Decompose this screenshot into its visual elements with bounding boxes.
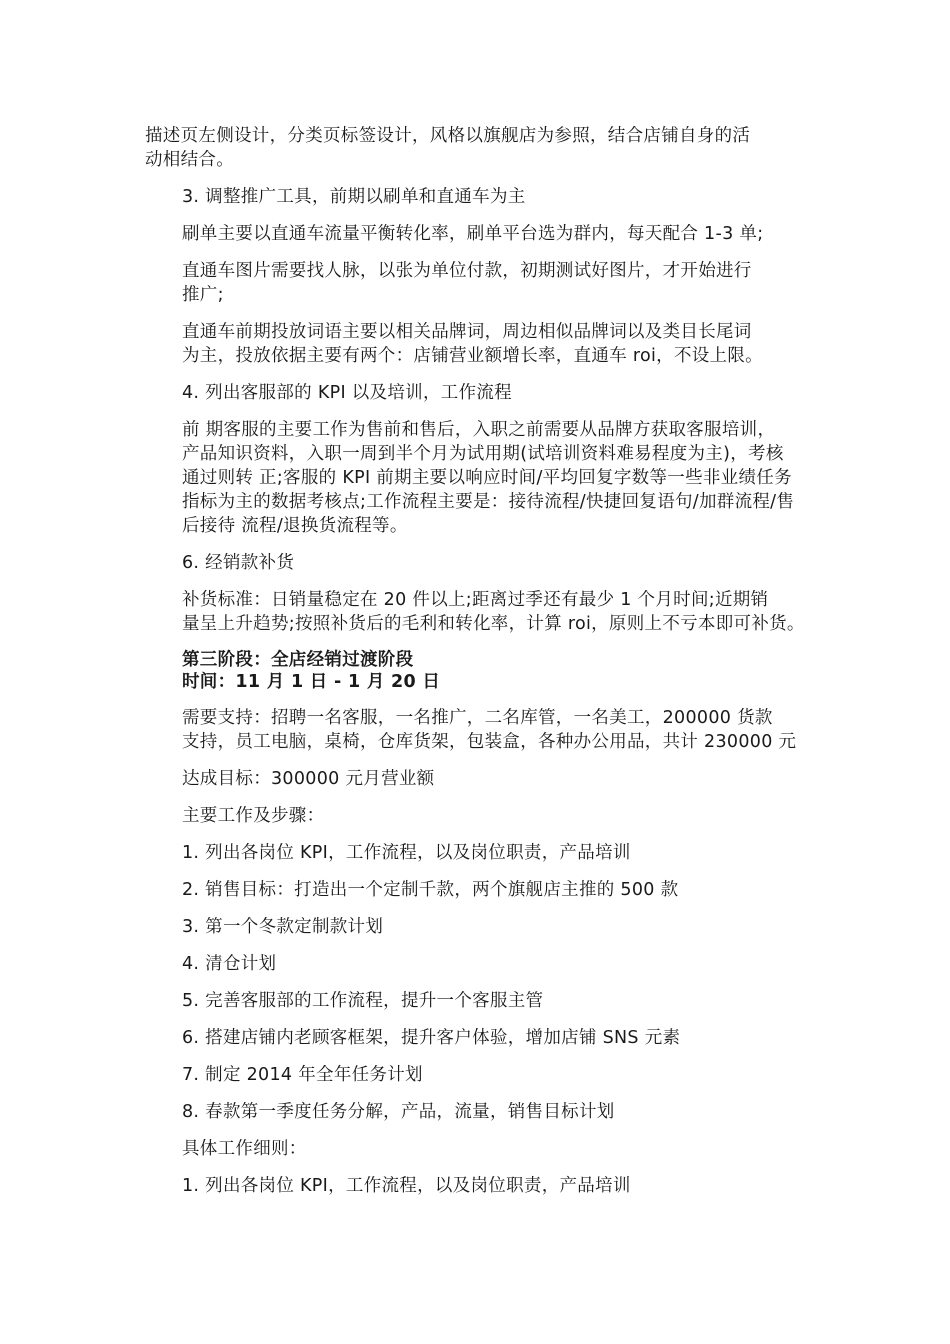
paragraph [145,841,825,865]
paragraph-line: 6. 经销款补货 [182,553,295,573]
paragraph [145,1100,825,1124]
paragraph [145,418,825,538]
paragraph [145,1063,825,1087]
paragraph [145,185,825,209]
paragraph-line: 3. 第一个冬款定制款计划 [182,917,384,937]
paragraph [145,706,825,754]
paragraph-line: 直通车图片需要找人脉，以张为单位付款，初期测试好图片，才开始进行 [182,261,752,281]
paragraph-line: 描述页左侧设计，分类页标签设计，风格以旗舰店为参照，结合店铺自身的活 [145,126,751,146]
paragraph [145,320,825,368]
paragraph [145,878,825,902]
paragraph-line: 通过则转 正;客服的 KPI 前期主要以响应时间/平均回复字数等一些非业绩任务 [182,468,792,488]
paragraph-line: 7. 制定 2014 年全年任务计划 [182,1065,423,1085]
paragraph-line: 补货标准：日销量稳定在 20 件以上;距离过季还有最少 1 个月时间;近期销 [182,590,769,610]
paragraph-line: 前 期客服的主要工作为售前和售后，入职之前需要从品牌方获取客服培训， [182,420,776,440]
paragraph-line: 动相结合。 [145,150,234,170]
paragraph [145,1174,825,1198]
paragraph [145,804,825,828]
paragraph [145,588,825,636]
paragraph-line: 6. 搭建店铺内老顾客框架，提升客户体验，增加店铺 SNS 元素 [182,1028,681,1048]
paragraph-line: 3. 调整推广工具，前期以刷单和直通车为主 [182,187,526,207]
stage-three-time: 时间：11 月 1 日 - 1 月 20 日 [182,672,441,692]
paragraph-line: 产品知识资料，入职一周到半个月为试用期(试培训资料难易程度为主)，考核 [182,444,784,464]
paragraph-line: 8. 春款第一季度任务分解，产品，流量，销售目标计划 [182,1102,615,1122]
paragraph-line: 2. 销售目标：打造出一个定制千款，两个旗舰店主推的 500 款 [182,880,679,900]
paragraph [145,952,825,976]
paragraph-line: 主要工作及步骤： [182,806,325,826]
paragraph-line: 4. 列出客服部的 KPI 以及培训，工作流程 [182,383,512,403]
paragraph-line: 达成目标：300000 元月营业额 [182,769,435,789]
paragraph-line: 5. 完善客服部的工作流程，提升一个客服主管 [182,991,544,1011]
paragraph-line: 直通车前期投放词语主要以相关品牌词，周边相似品牌词以及类目长尾词 [182,322,752,342]
paragraph [145,767,825,791]
paragraph-line: 4. 清仓计划 [182,954,277,974]
stage-three-title: 第三阶段：全店经销过渡阶段 [182,650,414,670]
paragraph-line: 1. 列出各岗位 KPI，工作流程，以及岗位职责，产品培训 [182,1176,631,1196]
document-page [145,124,825,1211]
paragraph [145,551,825,575]
paragraph-line: 具体工作细则： [182,1139,307,1159]
paragraph-line: 指标为主的数据考核点;工作流程主要是：接待流程/快捷回复语句/加群流程/售 [182,492,795,512]
paragraph-line: 需要支持：招聘一名客服，一名推广，二名库管，一名美工，200000 货款 [182,708,773,728]
paragraph-line: 支持，员工电脑，桌椅，仓库货架，包装盒，各种办公用品，共计 230000 元 [182,732,797,752]
paragraph-line: 为主，投放依据主要有两个：店铺营业额增长率，直通车 roi，不设上限。 [182,346,763,366]
paragraph [145,381,825,405]
stage-three-heading [145,649,825,693]
paragraph-line: 推广; [182,285,224,305]
section-stage-two-details [145,124,825,636]
paragraph [145,222,825,246]
paragraph [145,1026,825,1050]
paragraph-line: 1. 列出各岗位 KPI，工作流程，以及岗位职责，产品培训 [182,843,631,863]
paragraph [145,259,825,307]
paragraph [145,1137,825,1161]
paragraph [145,989,825,1013]
paragraph-line: 量呈上升趋势;按照补货后的毛利和转化率，计算 roi，原则上不亏本即可补货。 [182,614,805,634]
paragraph [145,124,825,172]
paragraph [145,915,825,939]
paragraph-line: 后接待 流程/退换货流程等。 [182,516,408,536]
section-stage-three-details [145,706,825,1198]
paragraph-line: 刷单主要以直通车流量平衡转化率，刷单平台选为群内，每天配合 1-3 单; [182,224,764,244]
